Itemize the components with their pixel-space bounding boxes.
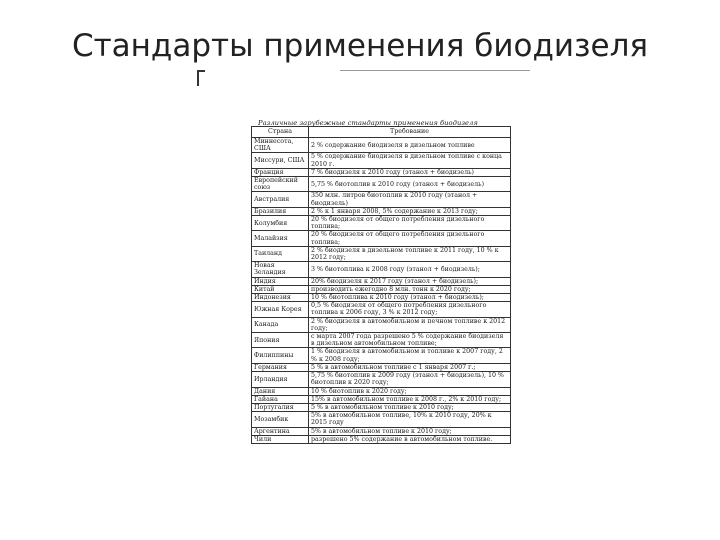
country-cell: Аргентина	[252, 427, 309, 435]
country-cell: Миссури, США	[252, 153, 309, 168]
table-row	[252, 192, 511, 207]
country-cell: Мозамбик	[252, 412, 309, 427]
country-cell: Индонезия	[252, 294, 309, 302]
table-row	[252, 138, 511, 153]
table-row	[252, 246, 511, 261]
requirement-cell: 5 % в автомобильном топливе к 2010 году;	[309, 403, 511, 411]
table-row	[252, 427, 511, 435]
requirement-cell: 350 млн. литров биотоплив к 2010 году (этанол + биодизель)	[309, 192, 511, 207]
requirement-cell: 0,5 % биодизеля от общего потребления дизельного топлива к 2006 году, 3 % к 2012 году;	[309, 302, 511, 317]
corner-bracket	[197, 70, 205, 86]
table-row	[252, 168, 511, 176]
country-cell: Миннесота, США	[252, 138, 309, 153]
table-row	[252, 387, 511, 395]
table-row	[252, 317, 511, 332]
country-cell: Гайана	[252, 395, 309, 403]
table-row	[252, 435, 511, 443]
country-cell: Филиппины	[252, 348, 309, 363]
requirement-cell: производить ежегодно 8 млн. тонн к 2020 году;	[309, 285, 511, 293]
country-cell: Ирландия	[252, 372, 309, 387]
table-row	[252, 302, 511, 317]
column-header-country: Страна	[252, 127, 309, 138]
table-row	[252, 294, 511, 302]
country-cell: Австралия	[252, 192, 309, 207]
country-cell: Китай	[252, 285, 309, 293]
country-cell: Канада	[252, 317, 309, 332]
table-row	[252, 216, 511, 231]
country-cell: Япония	[252, 333, 309, 348]
requirement-cell: 2 % биодизеля в дизельном топливе к 2011 году, 10 % к 2012 году;	[309, 246, 511, 261]
country-cell: Франция	[252, 168, 309, 176]
standards-table	[251, 126, 511, 444]
table-row	[252, 348, 511, 363]
requirement-cell: 5% в автомобильном топливе, 10% к 2010 году, 20% к 2015 году	[309, 412, 511, 427]
table-row	[252, 207, 511, 215]
table-row	[252, 363, 511, 371]
requirement-cell: 5,75 % биотоплив к 2009 году (этанол + биодизель), 10 % биотоплив к 2020 году;	[309, 372, 511, 387]
table-row	[252, 285, 511, 293]
table-row	[252, 412, 511, 427]
table-row	[252, 262, 511, 277]
table-row	[252, 277, 511, 285]
requirement-cell: 15% в автомобильном топливе к 2008 г., 2% к 2010 году;	[309, 395, 511, 403]
country-cell: Южная Корея	[252, 302, 309, 317]
requirement-cell: с марта 2007 года разрешено 5 % содержание биодизеля в дизельном автомобильном топливе;	[309, 333, 511, 348]
requirement-cell: 5% в автомобильном топливе к 2010 году;	[309, 427, 511, 435]
country-cell: Таиланд	[252, 246, 309, 261]
top-rule	[340, 70, 530, 71]
requirement-cell: разрешено 5% содержание в автомобильном топливе.	[309, 435, 511, 443]
table-row	[252, 177, 511, 192]
country-cell: Дания	[252, 387, 309, 395]
table-row	[252, 153, 511, 168]
requirement-cell: 2 % к 1 января 2008, 5% содержание к 2013 году;	[309, 207, 511, 215]
requirement-cell: 10 % биотоплива к 2010 году (этанол + биодизель);	[309, 294, 511, 302]
table-caption: Различные зарубежные стандарты применения биодизеля	[258, 119, 478, 127]
table-row	[252, 395, 511, 403]
requirement-cell: 2 % биодизеля в автомобильном и печном топливе к 2012 году;	[309, 317, 511, 332]
country-cell: Чили	[252, 435, 309, 443]
country-cell: Колумбия	[252, 216, 309, 231]
country-cell: Германия	[252, 363, 309, 371]
country-cell: Бразилия	[252, 207, 309, 215]
requirement-cell: 5,75 % биотоплив к 2010 году (этанол + биодизель)	[309, 177, 511, 192]
country-cell: Новая Зеландия	[252, 262, 309, 277]
requirement-cell: 5 % в автомобильном топливе с 1 января 2007 г.;	[309, 363, 511, 371]
country-cell: Португалия	[252, 403, 309, 411]
table-row	[252, 372, 511, 387]
requirement-cell: 20% биодизеля к 2017 году (этанол + биодизель);	[309, 277, 511, 285]
table-header-row	[252, 127, 511, 138]
country-cell: Индия	[252, 277, 309, 285]
table-row	[252, 403, 511, 411]
table-row	[252, 231, 511, 246]
country-cell: Европейский союз	[252, 177, 309, 192]
requirement-cell: 10 % биотоплив к 2020 году;	[309, 387, 511, 395]
table-row	[252, 333, 511, 348]
requirement-cell: 5 % содержание биодизеля в дизельном топливе с конца 2010 г.	[309, 153, 511, 168]
slide-title: Стандарты применения биодизеля	[71, 28, 649, 64]
table-body	[252, 138, 511, 444]
requirement-cell: 3 % биотоплива к 2008 году (этанол + биодизель);	[309, 262, 511, 277]
column-header-requirement: Требование	[309, 127, 511, 138]
requirement-cell: 2 % содержание биодизеля в дизельном топливе	[309, 138, 511, 153]
country-cell: Малайзия	[252, 231, 309, 246]
requirement-cell: 1 % биодизеля в автомобильном и топливе к 2007 году, 2 % к 2008 году;	[309, 348, 511, 363]
requirement-cell: 7 % биодизеля к 2010 году (этанол + биодизель)	[309, 168, 511, 176]
requirement-cell: 20 % биодизеля от общего потребления дизельного топлива;	[309, 231, 511, 246]
requirement-cell: 20 % биодизеля от общего потребления дизельного топлива;	[309, 216, 511, 231]
